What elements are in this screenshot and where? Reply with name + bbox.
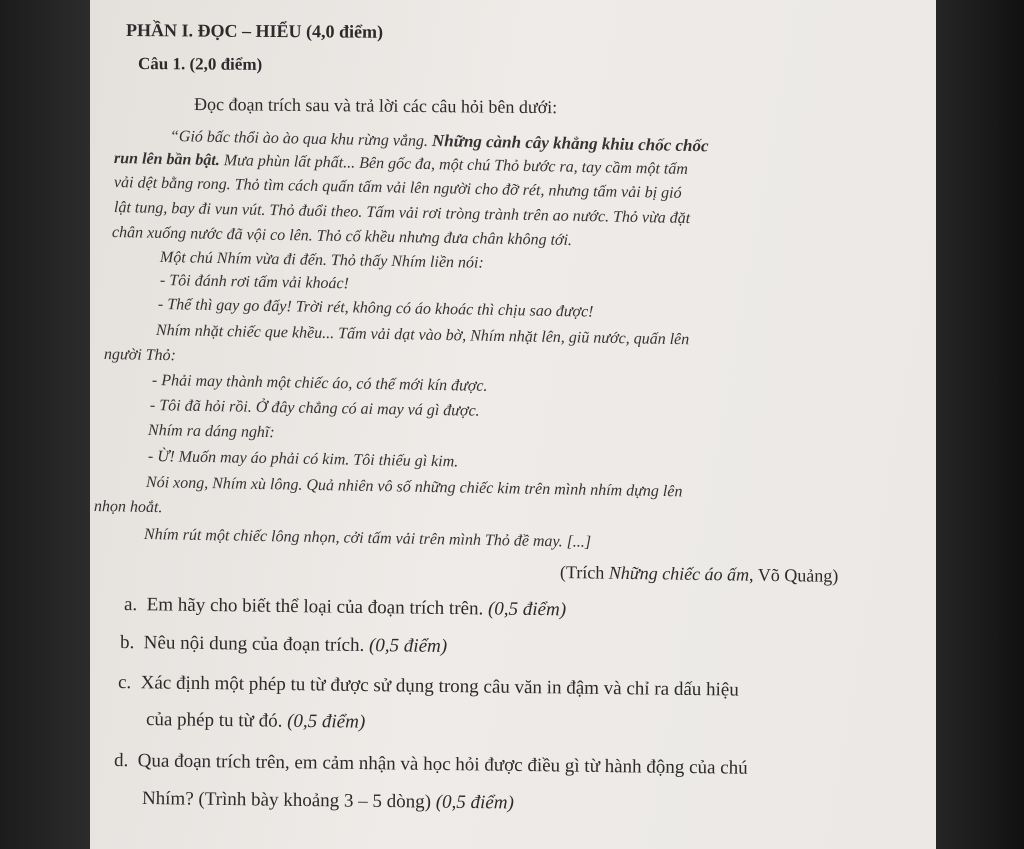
source-citation: (Trích Những chiếc áo ấm, Võ Quảng): [559, 562, 839, 586]
passage-line: - Thế thì gay go đấy! Trời rét, không có áo khoác thì chịu sao được!: [157, 296, 594, 321]
question-score: (0,5 điểm): [287, 710, 366, 733]
bold-sentence-end: run lên bần bật.: [113, 150, 220, 170]
question-c: c. Xác định một phép tu từ được sử dụng trong câu văn in đậm và chỉ ra dấu hiệu: [117, 672, 739, 701]
question-d-continued: Nhím? (Trình bày khoảng 3 – 5 dòng) (0,5 điểm): [141, 788, 514, 814]
passage-line: - Ừ! Muốn may áo phải có kim. Tôi thiếu gì kim.: [147, 448, 459, 471]
background-left: [0, 0, 92, 849]
passage: [90, 0, 936, 560]
section-title: PHẦN I. ĐỌC – HIỂU (4,0 điểm): [125, 20, 384, 42]
passage-line: Nhím ra dáng nghĩ:: [147, 422, 275, 442]
question-a: a. Em hãy cho biết thể loại của đoạn trích trên. (0,5 điểm): [123, 594, 567, 621]
bold-sentence: Những cành cây khẳng khiu chốc chốc: [431, 131, 709, 156]
question-b: b. Nêu nội dung của đoạn trích. (0,5 điểm): [119, 632, 448, 657]
passage-line: vải dệt bằng rong. Thỏ tìm cách quấn tấm vải lên người cho đỡ rét, nhưng tấm vải bị gió: [113, 174, 682, 202]
passage-line: “Gió bấc thổi ào ào qua khu rừng vắng. Những cành cây khẳng khiu chốc chốc: [169, 128, 709, 156]
source-title: Những chiếc áo ấm: [608, 562, 750, 585]
question-c-continued: của phép tu từ đó. (0,5 điểm): [145, 709, 366, 733]
passage-line: Nhím rút một chiếc lông nhọn, cởi tấm vải trên mình Thỏ đề may. [...]: [143, 526, 592, 551]
passage-line: Nhím nhặt chiếc que khều... Tấm vải dạt vào bờ, Nhím nhặt lên, giũ nước, quấn lên: [155, 322, 690, 349]
instruction: Đọc đoạn trích sau và trả lời các câu hỏi bên dưới:: [193, 94, 558, 118]
passage-line: - Phải may thành một chiếc áo, có thế mới kín được.: [151, 372, 488, 395]
passage-line: - Tôi đã hỏi rồi. Ở đây chẳng có ai may vá gì được.: [149, 397, 480, 420]
passage-line: người Thỏ:: [103, 346, 177, 365]
passage-line: chân xuống nước đã vội co lên. Thỏ cố khều nhưng đưa chân không tới.: [111, 224, 573, 250]
question-score: (0,5 điểm): [435, 791, 514, 814]
background-right: [932, 0, 1024, 849]
question-title: Câu 1. (2,0 điểm): [137, 54, 263, 74]
question-score: (0,5 điểm): [368, 635, 448, 657]
passage-line: - Tôi đánh rơi tấm vải khoác!: [159, 272, 350, 293]
question-score: (0,5 điểm): [487, 598, 567, 621]
exam-paper: [90, 0, 936, 849]
passage-line: nhọn hoắt.: [93, 498, 163, 517]
passage-line: run lên bần bật. Mưa phùn lất phất... Bên gốc đa, một chú Thỏ bước ra, tay cầm một tấm: [113, 150, 689, 179]
question-d: d. Qua đoạn trích trên, em cảm nhận và học hỏi được điều gì từ hành động của chú: [113, 750, 748, 779]
passage-line: Nói xong, Nhím xù lông. Quả nhiên vô số những chiếc kim trên mình nhím dựng lên: [145, 474, 683, 501]
passage-line: Một chú Nhím vừa đi đến. Thỏ thấy Nhím liền nói:: [159, 249, 484, 272]
passage-line: lật tung, bay đi vun vút. Thỏ đuổi theo. Tấm vải rơi tròng trành trên ao nước. Thỏ vừa đặt: [113, 199, 691, 228]
